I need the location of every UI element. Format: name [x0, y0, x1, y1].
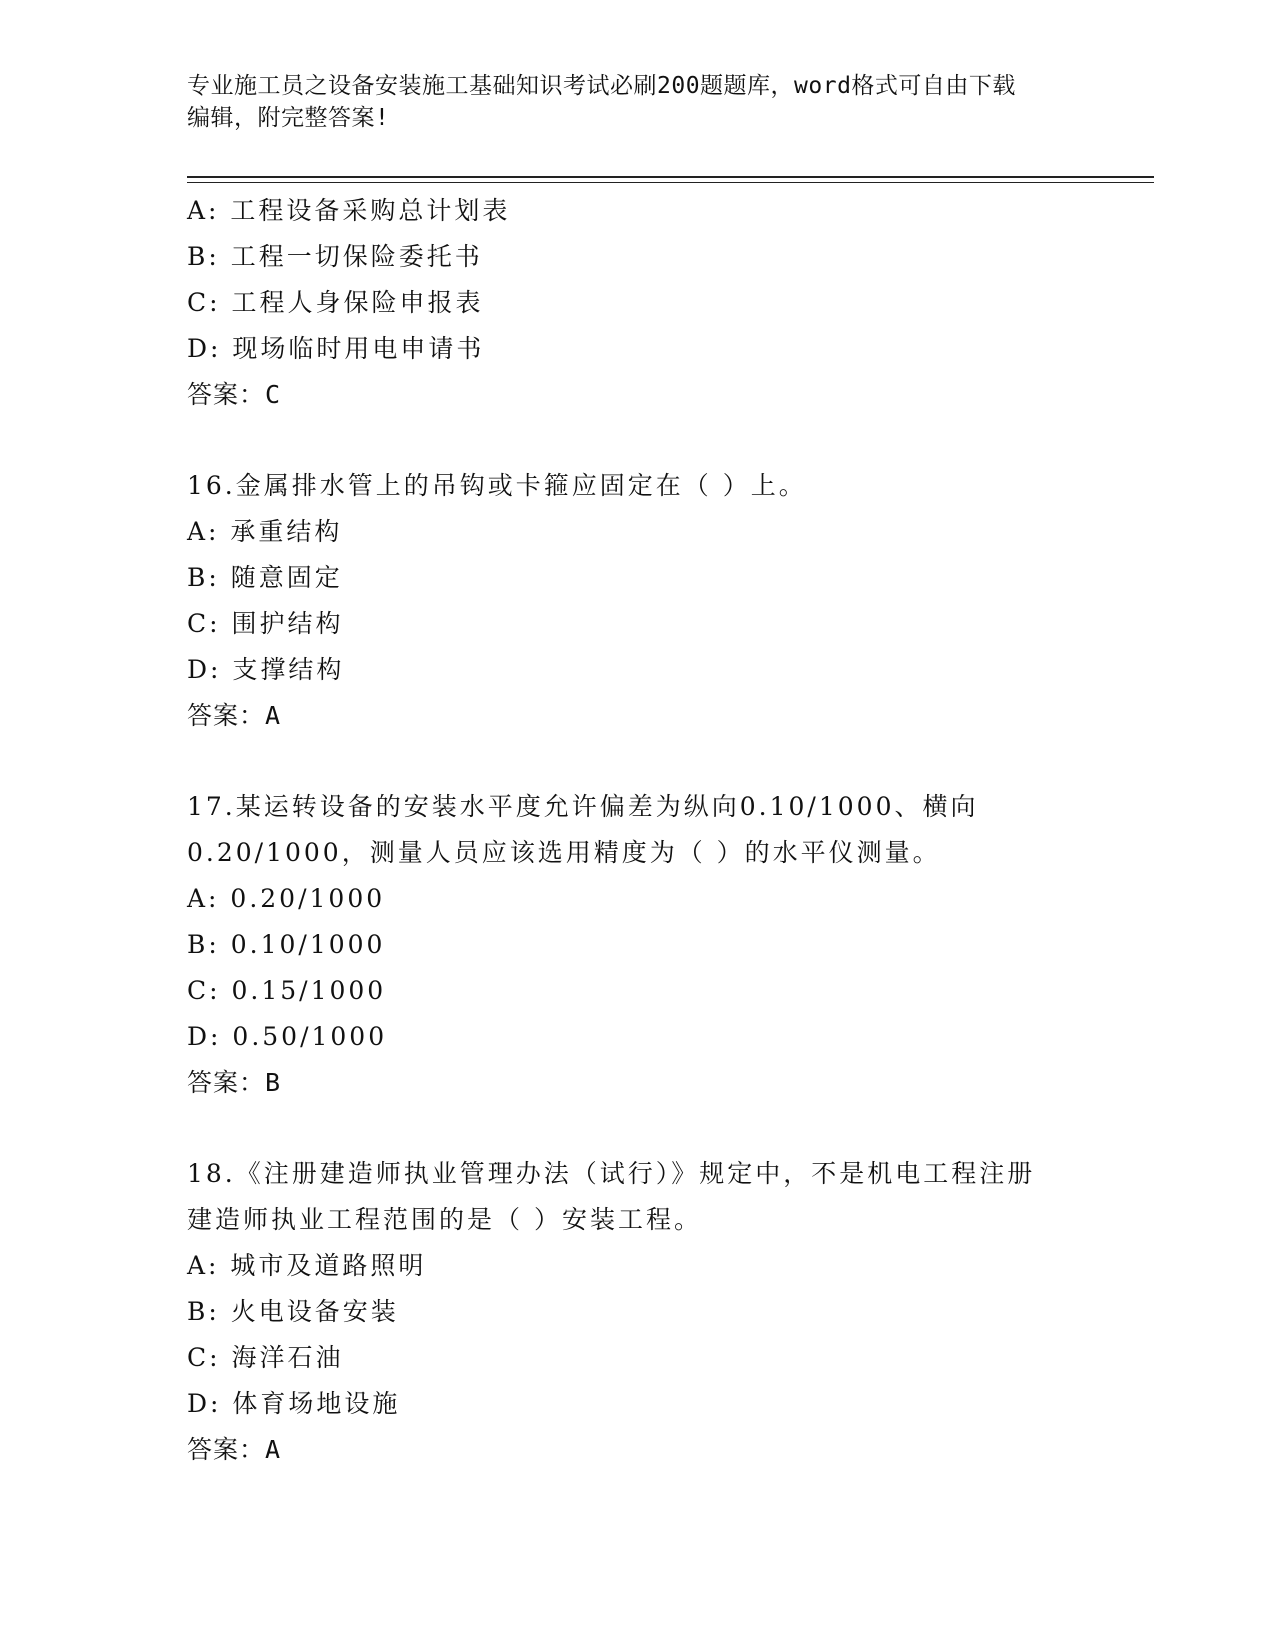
question-stem-continued: 建造师执业工程范围的是（ ）安装工程。: [187, 1205, 702, 1234]
spacer: [187, 418, 1087, 463]
question-16: [187, 463, 1087, 739]
option-a: A: 工程设备采购总计划表: [187, 196, 511, 225]
option-d: D: 现场临时用电申请书: [187, 334, 485, 363]
question-stem: 18.《注册建造师执业管理办法（试行）》规定中，不是机电工程注册: [187, 1159, 1036, 1188]
option-b: B: 随意固定: [187, 563, 343, 592]
option-c: C: 围护结构: [187, 609, 344, 638]
question-18: [187, 1151, 1087, 1473]
question-stem-continued: 0.20/1000，测量人员应该选用精度为（ ）的水平仪测量。: [187, 838, 941, 867]
answer: 答案：A: [187, 1435, 282, 1464]
option-a: A: 城市及道路照明: [187, 1251, 427, 1280]
option-d: D: 体育场地设施: [187, 1389, 401, 1418]
header-divider-top: [187, 176, 1154, 178]
header-line-1: 专业施工员之设备安装施工基础知识考试必刷200题题库，word格式可自由下载: [187, 73, 1016, 99]
answer: 答案：A: [187, 701, 282, 730]
option-b: B: 0.10/1000: [187, 930, 386, 959]
header-line-2: 编辑，附完整答案!: [187, 105, 390, 131]
header-divider-bottom: [187, 182, 1154, 183]
question-stem: 16.金属排水管上的吊钩或卡箍应固定在（ ）上。: [187, 471, 807, 500]
answer: 答案：B: [187, 1068, 282, 1097]
option-b: B: 工程一切保险委托书: [187, 242, 483, 271]
option-b: B: 火电设备安装: [187, 1297, 399, 1326]
spacer: [187, 739, 1087, 784]
question-stem: 17.某运转设备的安装水平度允许偏差为纵向0.10/1000、横向: [187, 792, 979, 821]
answer: 答案：C: [187, 380, 282, 409]
document-header: [187, 70, 1087, 134]
option-a: A: 0.20/1000: [187, 884, 386, 913]
option-d: D: 支撑结构: [187, 655, 345, 684]
question-17: [187, 784, 1087, 1106]
question-15: [187, 188, 1087, 418]
question-list: [187, 188, 1087, 1473]
option-c: C: 0.15/1000: [187, 976, 387, 1005]
option-c: C: 工程人身保险申报表: [187, 288, 484, 317]
option-c: C: 海洋石油: [187, 1343, 344, 1372]
option-d: D: 0.50/1000: [187, 1022, 388, 1051]
spacer: [187, 1106, 1087, 1151]
option-a: A: 承重结构: [187, 517, 343, 546]
